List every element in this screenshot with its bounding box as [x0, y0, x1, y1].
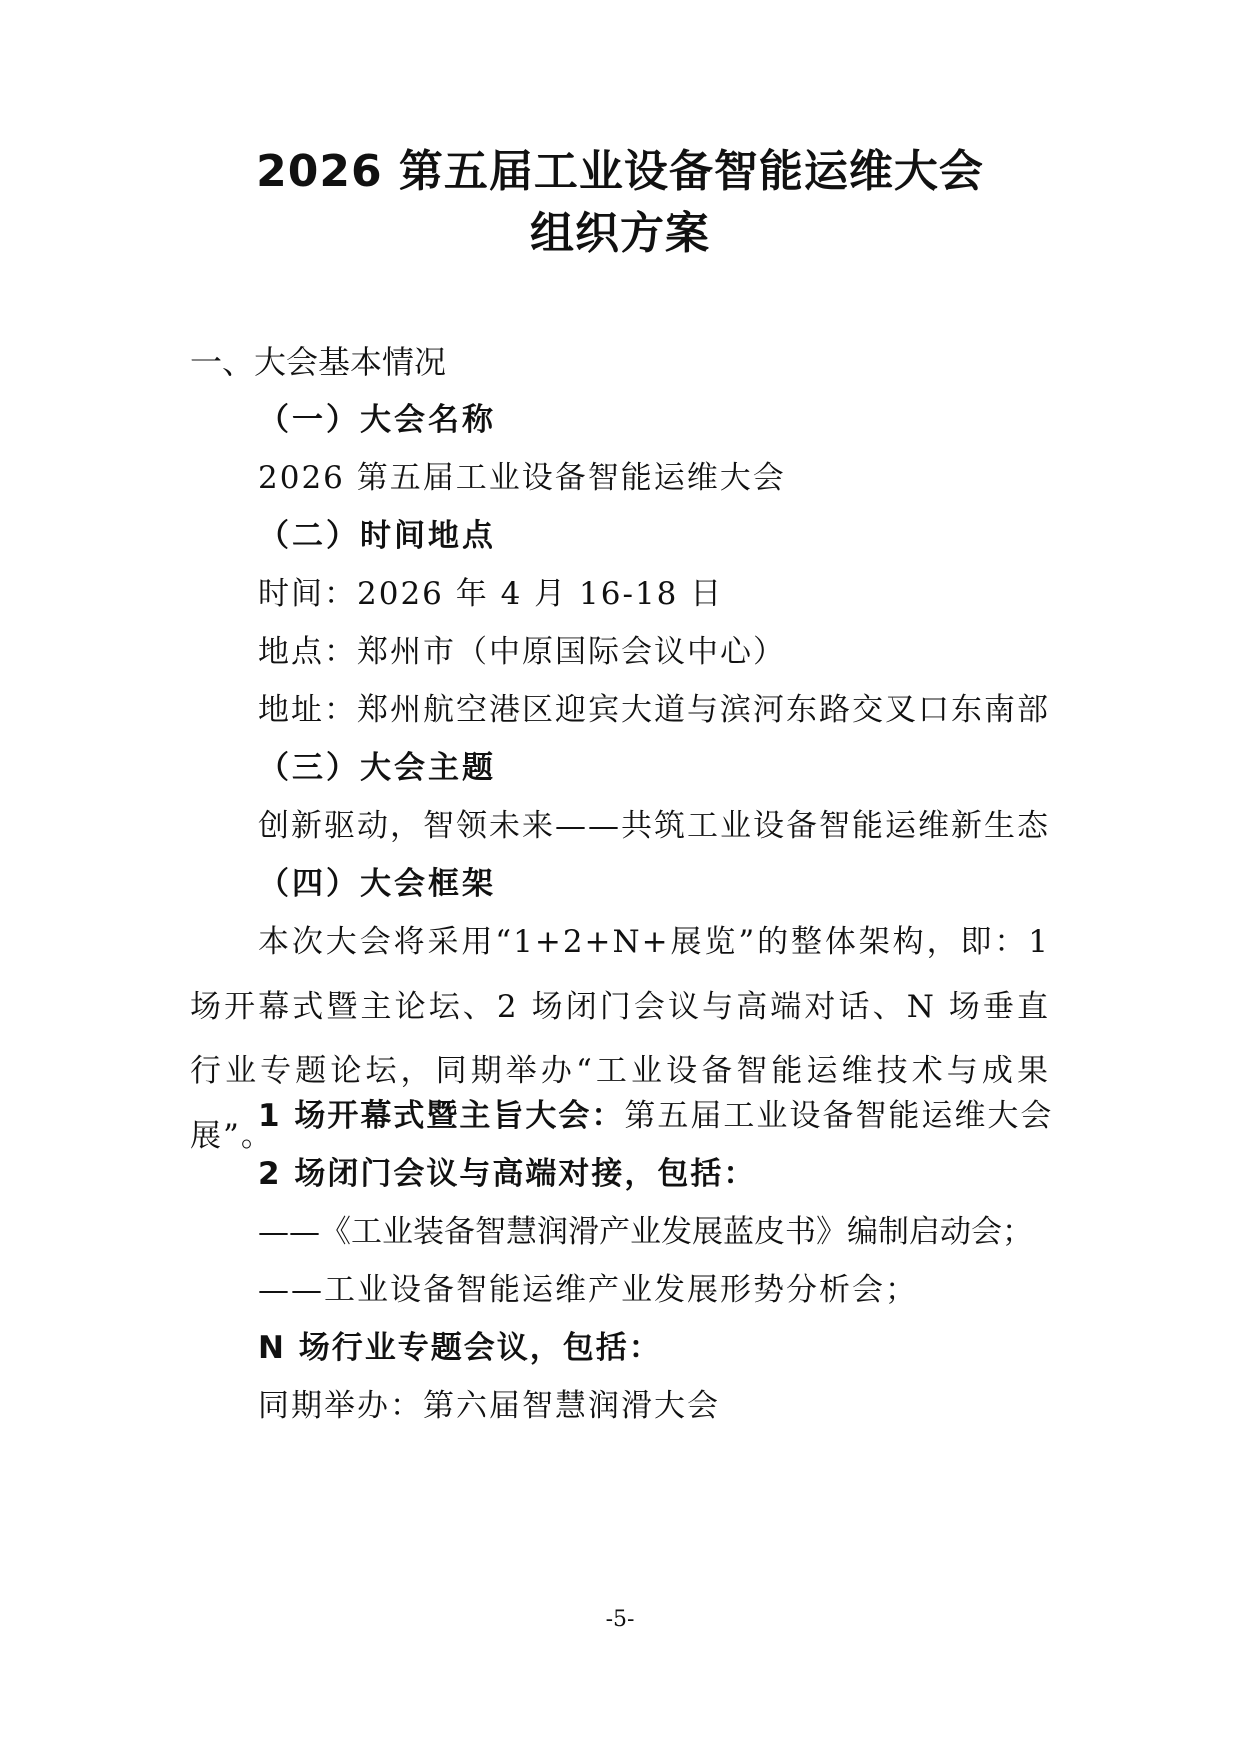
time-text: 时间：2026 年 4 月 16-18 日: [258, 576, 724, 612]
closed-meeting-item: ——工业设备智能运维产业发展形势分析会；: [258, 1272, 918, 1308]
document-title: 2026 第五届工业设备智能运维大会: [256, 146, 984, 197]
opening-session-label: 1 场开幕式暨主旨大会：: [258, 1098, 625, 1134]
subheading-conference-name: （一）大会名称: [258, 402, 496, 438]
closed-meetings-label: 2 场闭门会议与高端对接，包括：: [258, 1156, 757, 1192]
opening-session-line: [258, 1096, 1053, 1136]
section-heading-basic-info: 一、大会基本情况: [190, 343, 447, 381]
industry-sessions-label: N 场行业专题会议，包括：: [258, 1330, 662, 1366]
closed-meeting-item: ——《工业装备智慧润滑产业发展蓝皮书》编制启动会；: [258, 1214, 1033, 1250]
subheading-theme: （三）大会主题: [258, 750, 496, 786]
subheading-framework: （四）大会框架: [258, 866, 496, 902]
document-subtitle: 组织方案: [530, 208, 710, 259]
concurrent-event-text: 同期举办：第六届智慧润滑大会: [258, 1388, 720, 1424]
page-number: -5-: [605, 1607, 635, 1632]
conference-name-text: 2026 第五届工业设备智能运维大会: [258, 460, 786, 496]
address-text: 地址：郑州航空港区迎宾大道与滨河东路交叉口东南部: [258, 692, 1050, 728]
place-text: 地点：郑州市（中原国际会议中心）: [258, 634, 786, 670]
theme-text: 创新驱动，智领未来——共筑工业设备智能运维新生态: [258, 808, 1050, 844]
subheading-time-place: （二）时间地点: [258, 518, 496, 554]
framework-paragraph: 本次大会将采用“1+2+N+展览”的整体架构，即：1 场开幕式暨主论坛、2 场闭门会议与高端对话、N 场垂直行业专题论坛，同期举办“工业设备智能运维技术与成果展”。: [190, 924, 1050, 1154]
opening-session-value: 第五届工业设备智能运维大会: [624, 1098, 1054, 1134]
